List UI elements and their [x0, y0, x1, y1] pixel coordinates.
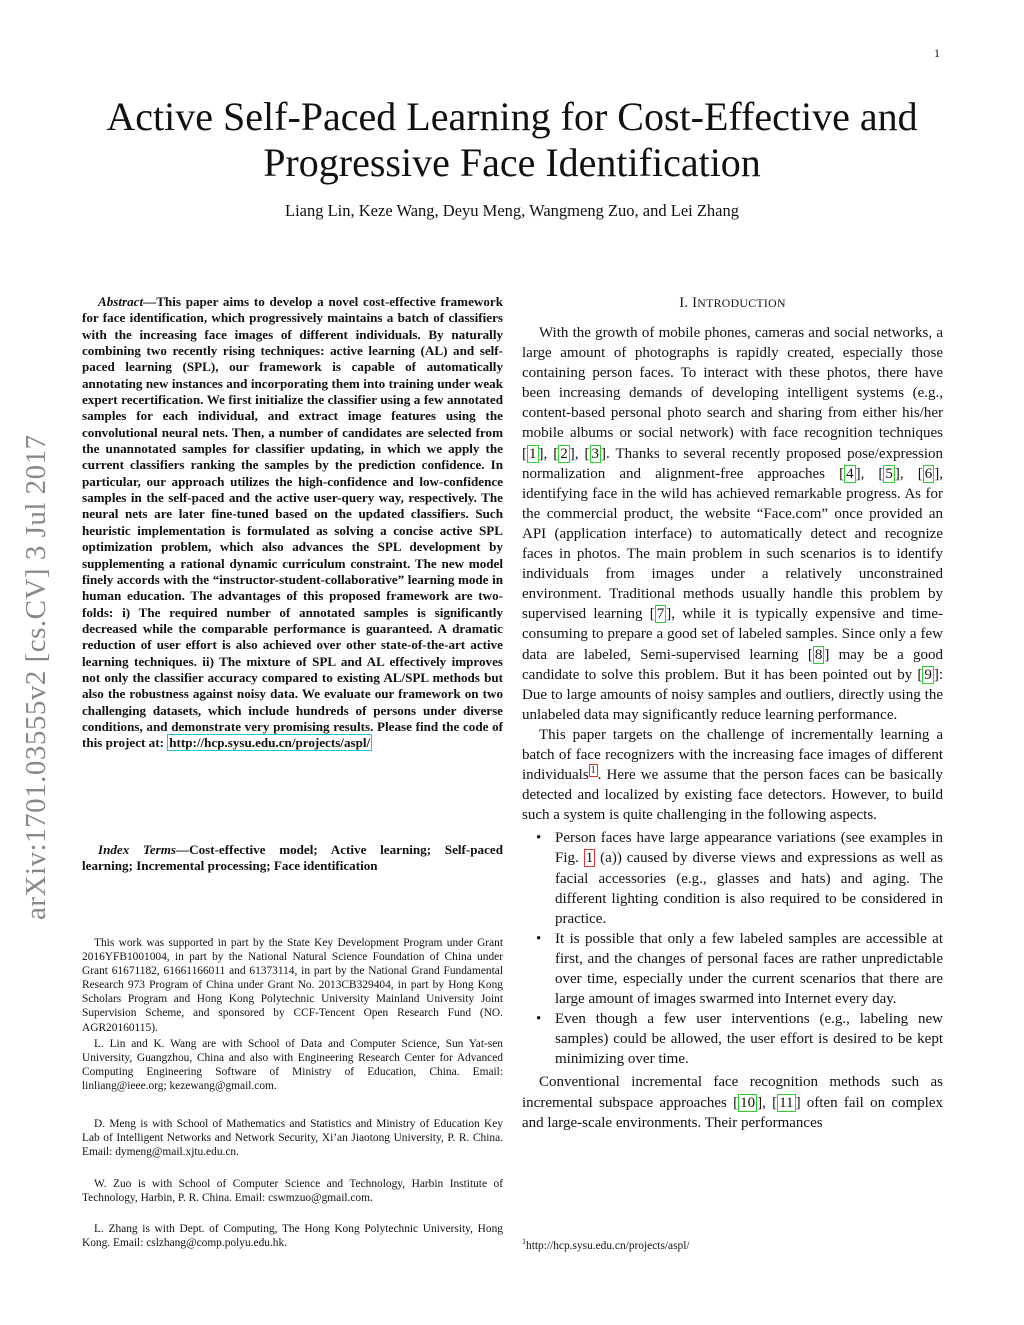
page-footnote: [522, 1237, 690, 1252]
section-heading-number: I. I: [679, 295, 698, 311]
introduction-body: [522, 323, 943, 1133]
index-terms-text: —Cost-effective model; Active learning; Self-paced learning; Incremental processing; Face identification: [82, 842, 503, 874]
index-terms-label: Index Terms: [98, 842, 177, 857]
list-item: • It is possible that only a few labeled samples are accessible at first, and the changes of personal faces are rather unpredictable over time, especially under the current scenarios that there are large amount of images swarmed into Internet every day.: [536, 930, 943, 1008]
bullet-icon: •: [536, 1011, 542, 1028]
section-heading-introduction: [522, 295, 943, 312]
citation-link[interactable]: 6: [924, 465, 933, 482]
affiliation-lin-wang: L. Lin and K. Wang are with School of Data and Computer Science, Sun Yat-sen University, Guangzhou, China and also with Engineering Research Center for Advanced Computing Engineering Software of Ministry of Education, China. Email: linliang@ieee.org; kezewang@gmail.com.: [82, 1037, 503, 1092]
footnote-zuo: [82, 1177, 503, 1205]
affiliation-zhang: L. Zhang is with Dept. of Computing, The Hong Kong Polytechnic University, Hong Kong. Email: cslzhang@comp.polyu.edu.hk.: [82, 1223, 503, 1250]
code-link[interactable]: http://hcp.sysu.edu.cn/projects/aspl/: [169, 735, 371, 751]
citation-link[interactable]: 1: [529, 445, 537, 462]
footnote-support: [82, 936, 503, 1093]
index-terms: [82, 842, 503, 875]
list-item: • Even though a few user interventions (e.g., labeling new samples) could be allowed, the user effort is desired to be kept minimizing over time.: [536, 1011, 943, 1068]
challenge-list: [522, 828, 943, 1069]
page-number: 1: [934, 46, 940, 60]
funding-note: This work was supported in part by the State Key Development Program under Grant 2016YFB1001004, in part by the National Natural Science Foundation of China under Grant 61671182, 61661166011 and 61373114, in part by the National Grand Fundamental Research 973 Program of China under Grant No. 2013CB329404, in part by Hong Kong Scholars Program and Hong Kong Polytechnic University Mainland University Joint Supervision Scheme, and sponsored by CCF-Tencent Open Research Fund (NO. AGR20160115).: [82, 937, 503, 1034]
citation-link[interactable]: 7: [656, 606, 665, 623]
paper-title: [0, 94, 1024, 186]
title-line-1: Active Self-Paced Learning for Cost-Effective and: [106, 94, 918, 139]
footnote-url: http://hcp.sysu.edu.cn/projects/aspl/: [526, 1239, 690, 1252]
arxiv-stamp: arXiv:1701.03555v2 [cs.CV] 3 Jul 2017: [20, 434, 52, 920]
citation-link[interactable]: 10: [740, 1094, 756, 1111]
figure-ref-link[interactable]: 1: [585, 850, 594, 867]
affiliation-zuo: W. Zuo is with School of Computer Science and Technology, Harbin Institute of Technology, Harbin, P. R. China. Email: cswmzuo@gmail.com.: [82, 1178, 503, 1205]
footnote-ref-link[interactable]: 1: [590, 765, 596, 777]
citation-link[interactable]: 9: [924, 666, 932, 683]
citation-link[interactable]: 5: [885, 465, 893, 482]
title-line-2: Progressive Face Identification: [263, 140, 761, 185]
citation-link[interactable]: 3: [591, 445, 600, 462]
affiliation-meng: D. Meng is with School of Mathematics and Statistics and Ministry of Education Key Lab of Intelligent Networks and Network Security, Xi’an Jiaotong University, P. R. China. Email: dymeng@mail.xjtu.edu.cn.: [82, 1118, 503, 1159]
citation-link[interactable]: 4: [846, 465, 854, 482]
bullet-icon: •: [536, 930, 542, 947]
intro-paragraph-1: With the growth of mobile phones, cameras and social networks, a large amount of photographs is rapidly created, especially those containing person faces. To interact with these photos, there have been increasing demands of developing intelligent systems (e.g., content-based personal photo search and sharing from either his/her mobile albums or social network) with face recognition techniques [ 1 ], [ 2 ], [ 3 ]. Thanks to several recently proposed pose/expression normalization and alignment-free approaches [ 4 ], [ 5 ], [ 6 ], identifying face in the wild has achieved remarkable progress. As for the commercial product, the website “Face.com” once provided an API (application interface) to automatically detect and recognize faces in photos. The main problem in such scenarios is to identify individuals from images under a relatively unconstrained environment. Traditional methods usually handle this problem by supervised learning [ 7 ], while it is typically expensive and time-consuming to prepare a good set of labeled samples. Since only a few data are labeled, Semi-supervised learning [ 8 ] may be a good candidate to solve this problem. But it has been pointed out by [ 9 ]: Due to large amounts of noisy samples and outliers, directly using the unlabeled data may significantly reduce learning performance.: [522, 325, 944, 723]
citation-link[interactable]: 2: [560, 445, 568, 462]
bullet-icon: •: [536, 830, 542, 847]
section-heading-text: NTRODUCTION: [697, 296, 786, 310]
author-list: Liang Lin, Keze Wang, Deyu Meng, Wangmeng Zuo, and Lei Zhang: [284, 201, 740, 220]
citation-link[interactable]: 11: [779, 1094, 794, 1111]
footnote-mark: 1: [522, 1237, 526, 1246]
intro-paragraph-3: Conventional incremental face recognition methods such as incremental subspace approaches [ 10 ], [ 11 ] often fail on complex and large-scale environments. Their performances: [522, 1074, 943, 1131]
citation-link[interactable]: 8: [814, 646, 823, 663]
footnote-meng: [82, 1117, 503, 1159]
intro-paragraph-2: This paper targets on the challenge of incrementally learning a batch of face recognizers with the increasing face images of different individuals $^1$ . Here we assume that the person faces can be basically detected and localized by existing face detectors. However, to build such a system is quite challenging in the following aspects.: [522, 726, 943, 824]
abstract-label: Abstract: [98, 294, 144, 309]
abstract: [82, 294, 503, 752]
list-item: • Person faces have large appearance variations (see examples in Fig. 1 (a)) caused by diverse views and expressions as well as facial accessories (e.g., glasses and hats) and aging. The different lighting condition is also required to be considered in practice.: [536, 830, 943, 927]
footnote-zhang: [82, 1222, 503, 1250]
abstract-text: —This paper aims to develop a novel cost-effective framework for face identification, which progressively maintains a batch of classifiers with the increasing face images of different individuals. By naturally combining two recently rising techniques: active learning (AL) and self-paced learning (SPL), our framework is capable of automatically annotating new instances and incorporating them into training under weak expert recertification. We first initialize the classifier using a few annotated samples for each individual, and extract image features using the convolutional neural nets. Then, a number of candidates are selected from the unannotated samples for classifier updating, in which we apply the current classifiers ranking the samples by the prediction confidence. In particular, our approach utilizes the high-confidence and low-confidence samples in the self-paced and the active user-query way, respectively. The neural nets are later fine-tuned based on the updated classifiers. Such heuristic implementation is formulated as solving a concise active SPL optimization problem, which also advances the SPL development by supplementing a rational dynamic curriculum constraint. The new model finely accords with the “instructor-student-collaborative” learning mode in human education. The advantages of this proposed framework are two-folds: i) The required number of annotated samples is significantly decreased while the comparable performance is guaranteed. A dramatic reduction of user effort is also achieved over other state-of-the-art active learning techniques. ii) The mixture of SPL and AL effectively improves not only the classifier accuracy compared to existing AL/SPL methods but also the robustness against noisy data. We evaluate our framework on two challenging datasets, which include hundreds of persons under diverse conditions, and demonstrate very promising results. Please find the code of this project at:: [82, 294, 503, 751]
